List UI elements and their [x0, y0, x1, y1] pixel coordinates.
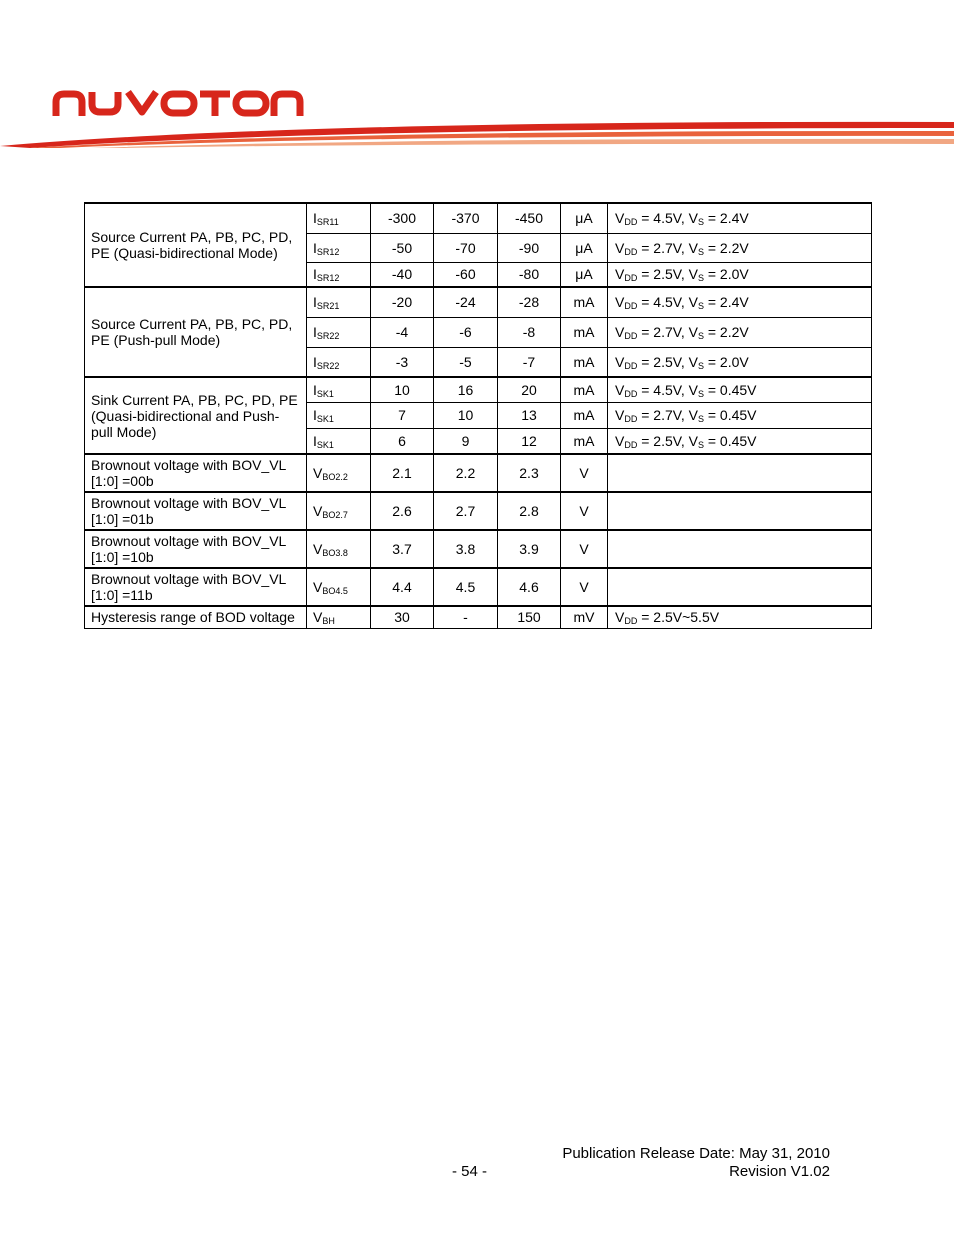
- condition-part: = 2.5V~5.5V: [637, 609, 720, 626]
- typ-cell: 2.2: [434, 454, 498, 492]
- condition-part: = 2.2V: [703, 324, 749, 340]
- condition-part: S: [697, 246, 704, 257]
- symbol-subscript: SR22: [316, 360, 340, 371]
- condition-part: = 2.7V, V: [637, 407, 698, 423]
- unit-cell: μA: [561, 203, 608, 233]
- condition-part: V: [615, 294, 625, 311]
- max-cell: -80: [498, 262, 561, 287]
- unit-cell: μA: [561, 233, 608, 262]
- max-cell: 20: [498, 377, 561, 402]
- typ-cell: -6: [434, 317, 498, 347]
- parameter-cell: Source Current PA, PB, PC, PD, PE (Quasi-bidirectional Mode): [85, 203, 307, 287]
- condition-part: = 2.0V: [703, 266, 749, 283]
- typ-cell: -24: [434, 287, 498, 317]
- condition-cell: [608, 262, 872, 287]
- symbol-subscript: SR22: [316, 331, 340, 341]
- symbol-base: I: [313, 381, 317, 398]
- max-cell: 3.9: [498, 530, 561, 568]
- symbol-cell: [307, 347, 371, 377]
- min-cell: -20: [371, 287, 434, 317]
- condition-part: V: [615, 266, 625, 283]
- symbol-cell: [307, 606, 371, 628]
- min-cell: 2.1: [371, 454, 434, 492]
- condition-part: S: [697, 414, 704, 424]
- unit-cell: V: [561, 492, 608, 530]
- condition-cell: [608, 606, 872, 628]
- symbol-base: I: [313, 324, 317, 340]
- condition-cell: [608, 492, 872, 530]
- max-cell: 13: [498, 402, 561, 428]
- parameter-cell: Brownout voltage with BOV_VL [1:0] =01b: [85, 492, 307, 530]
- condition-part: V: [615, 210, 625, 227]
- max-cell: -450: [498, 203, 561, 233]
- max-cell: -7: [498, 347, 561, 377]
- condition-part: V: [615, 432, 625, 449]
- symbol-cell: [307, 530, 371, 568]
- condition-part: DD: [624, 273, 638, 284]
- condition-part: DD: [624, 360, 638, 371]
- symbol-cell: [307, 568, 371, 606]
- unit-cell: V: [561, 568, 608, 606]
- unit-cell: mA: [561, 317, 608, 347]
- symbol-subscript: BH: [322, 616, 335, 627]
- max-cell: 4.6: [498, 568, 561, 606]
- condition-part: = 0.45V: [703, 432, 757, 449]
- condition-part: = 2.2V: [703, 239, 749, 256]
- condition-part: V: [615, 239, 625, 256]
- condition-part: V: [615, 609, 625, 626]
- symbol-cell: [307, 203, 371, 233]
- symbol-base: V: [313, 579, 323, 595]
- condition-cell: [608, 317, 872, 347]
- symbol-base: V: [313, 541, 323, 557]
- condition-part: S: [697, 301, 704, 312]
- condition-part: V: [615, 324, 625, 340]
- nuvoton-logo: [50, 88, 312, 118]
- min-cell: -50: [371, 233, 434, 262]
- symbol-cell: [307, 262, 371, 287]
- condition-part: S: [697, 273, 704, 284]
- condition-part: = 2.0V: [703, 353, 749, 370]
- symbol-subscript: SR12: [316, 273, 340, 284]
- condition-part: DD: [624, 414, 638, 424]
- symbol-base: V: [313, 503, 323, 519]
- max-cell: 12: [498, 428, 561, 454]
- condition-part: S: [697, 331, 704, 341]
- condition-cell: [608, 454, 872, 492]
- condition-cell: [608, 347, 872, 377]
- typ-cell: 4.5: [434, 568, 498, 606]
- symbol-base: I: [313, 353, 317, 370]
- condition-part: = 4.5V, V: [637, 381, 698, 398]
- condition-cell: [608, 428, 872, 454]
- table-row: [85, 606, 872, 628]
- condition-part: DD: [624, 301, 638, 312]
- symbol-base: I: [313, 407, 317, 423]
- max-cell: -90: [498, 233, 561, 262]
- parameter-cell: Hysteresis range of BOD voltage: [85, 606, 307, 628]
- condition-part: = 0.45V: [703, 407, 757, 423]
- typ-cell: -370: [434, 203, 498, 233]
- symbol-subscript: SK1: [316, 439, 334, 450]
- condition-part: = 4.5V, V: [637, 210, 698, 227]
- table-row: [85, 377, 872, 402]
- typ-cell: -: [434, 606, 498, 628]
- symbol-cell: [307, 317, 371, 347]
- symbol-subscript: SR12: [316, 246, 340, 257]
- unit-cell: V: [561, 454, 608, 492]
- symbol-cell: [307, 402, 371, 428]
- condition-part: DD: [624, 439, 638, 450]
- max-cell: -28: [498, 287, 561, 317]
- condition-part: DD: [624, 616, 638, 627]
- symbol-subscript: BO4.5: [322, 586, 348, 596]
- min-cell: -3: [371, 347, 434, 377]
- symbol-subscript: BO3.8: [322, 548, 348, 558]
- condition-part: S: [697, 388, 704, 399]
- min-cell: -40: [371, 262, 434, 287]
- page-number: - 54 -: [452, 1163, 488, 1180]
- symbol-cell: [307, 492, 371, 530]
- min-cell: 3.7: [371, 530, 434, 568]
- condition-part: = 0.45V: [703, 381, 757, 398]
- condition-part: S: [697, 217, 704, 228]
- symbol-subscript: BO2.7: [322, 510, 348, 520]
- condition-part: DD: [624, 246, 638, 257]
- max-cell: -8: [498, 317, 561, 347]
- condition-part: = 2.7V, V: [637, 239, 698, 256]
- symbol-base: I: [313, 294, 317, 311]
- table-row: [85, 530, 872, 568]
- min-cell: 2.6: [371, 492, 434, 530]
- parameter-cell: Brownout voltage with BOV_VL [1:0] =11b: [85, 568, 307, 606]
- condition-part: DD: [624, 388, 638, 399]
- typ-cell: -70: [434, 233, 498, 262]
- table-row: [85, 203, 872, 233]
- symbol-cell: [307, 377, 371, 402]
- parameter-cell: Sink Current PA, PB, PC, PD, PE (Quasi-bidirectional and Push-pull Mode): [85, 377, 307, 454]
- condition-part: = 2.5V, V: [637, 432, 698, 449]
- unit-cell: mA: [561, 428, 608, 454]
- symbol-cell: [307, 287, 371, 317]
- unit-cell: μA: [561, 262, 608, 287]
- typ-cell: 10: [434, 402, 498, 428]
- min-cell: 7: [371, 402, 434, 428]
- symbol-base: I: [313, 432, 317, 449]
- condition-part: V: [615, 353, 625, 370]
- typ-cell: 16: [434, 377, 498, 402]
- parameter-cell: Brownout voltage with BOV_VL [1:0] =10b: [85, 530, 307, 568]
- condition-part: V: [615, 407, 625, 423]
- revision: Revision V1.02: [729, 1163, 830, 1180]
- unit-cell: mV: [561, 606, 608, 628]
- min-cell: 4.4: [371, 568, 434, 606]
- max-cell: 2.8: [498, 492, 561, 530]
- min-cell: 6: [371, 428, 434, 454]
- typ-cell: -60: [434, 262, 498, 287]
- condition-part: V: [615, 381, 625, 398]
- unit-cell: mA: [561, 287, 608, 317]
- min-cell: -300: [371, 203, 434, 233]
- condition-cell: [608, 568, 872, 606]
- header-banner: [0, 118, 954, 148]
- max-cell: 2.3: [498, 454, 561, 492]
- symbol-subscript: SR21: [316, 301, 340, 312]
- symbol-cell: [307, 233, 371, 262]
- condition-cell: [608, 377, 872, 402]
- min-cell: 10: [371, 377, 434, 402]
- symbol-base: V: [313, 609, 323, 626]
- condition-part: DD: [624, 217, 638, 228]
- symbol-subscript: BO2.2: [322, 472, 348, 482]
- symbol-base: I: [313, 239, 317, 256]
- condition-part: = 2.7V, V: [637, 324, 698, 340]
- condition-part: DD: [624, 331, 638, 341]
- electrical-characteristics-table: [84, 202, 872, 629]
- table-row: [85, 454, 872, 492]
- table-row: [85, 492, 872, 530]
- unit-cell: mA: [561, 402, 608, 428]
- symbol-cell: [307, 454, 371, 492]
- condition-part: = 4.5V, V: [637, 294, 698, 311]
- condition-part: S: [697, 439, 704, 450]
- condition-part: = 2.4V: [703, 210, 749, 227]
- unit-cell: mA: [561, 347, 608, 377]
- symbol-subscript: SK1: [316, 388, 334, 399]
- table-row: [85, 568, 872, 606]
- max-cell: 150: [498, 606, 561, 628]
- condition-part: S: [697, 360, 704, 371]
- condition-cell: [608, 287, 872, 317]
- symbol-subscript: SK1: [316, 414, 334, 424]
- parameter-cell: Source Current PA, PB, PC, PD, PE (Push-pull Mode): [85, 287, 307, 377]
- condition-cell: [608, 402, 872, 428]
- typ-cell: -5: [434, 347, 498, 377]
- condition-cell: [608, 530, 872, 568]
- table-row: [85, 287, 872, 317]
- symbol-cell: [307, 428, 371, 454]
- typ-cell: 3.8: [434, 530, 498, 568]
- min-cell: 30: [371, 606, 434, 628]
- condition-part: = 2.4V: [703, 294, 749, 311]
- min-cell: -4: [371, 317, 434, 347]
- parameter-cell: Brownout voltage with BOV_VL [1:0] =00b: [85, 454, 307, 492]
- unit-cell: mA: [561, 377, 608, 402]
- symbol-base: V: [313, 465, 323, 481]
- symbol-base: I: [313, 210, 317, 227]
- publication-release-date: Publication Release Date: May 31, 2010: [562, 1145, 830, 1162]
- typ-cell: 2.7: [434, 492, 498, 530]
- symbol-subscript: SR11: [316, 217, 339, 228]
- condition-part: = 2.5V, V: [637, 353, 698, 370]
- condition-part: = 2.5V, V: [637, 266, 698, 283]
- unit-cell: V: [561, 530, 608, 568]
- condition-cell: [608, 233, 872, 262]
- typ-cell: 9: [434, 428, 498, 454]
- symbol-base: I: [313, 266, 317, 283]
- condition-cell: [608, 203, 872, 233]
